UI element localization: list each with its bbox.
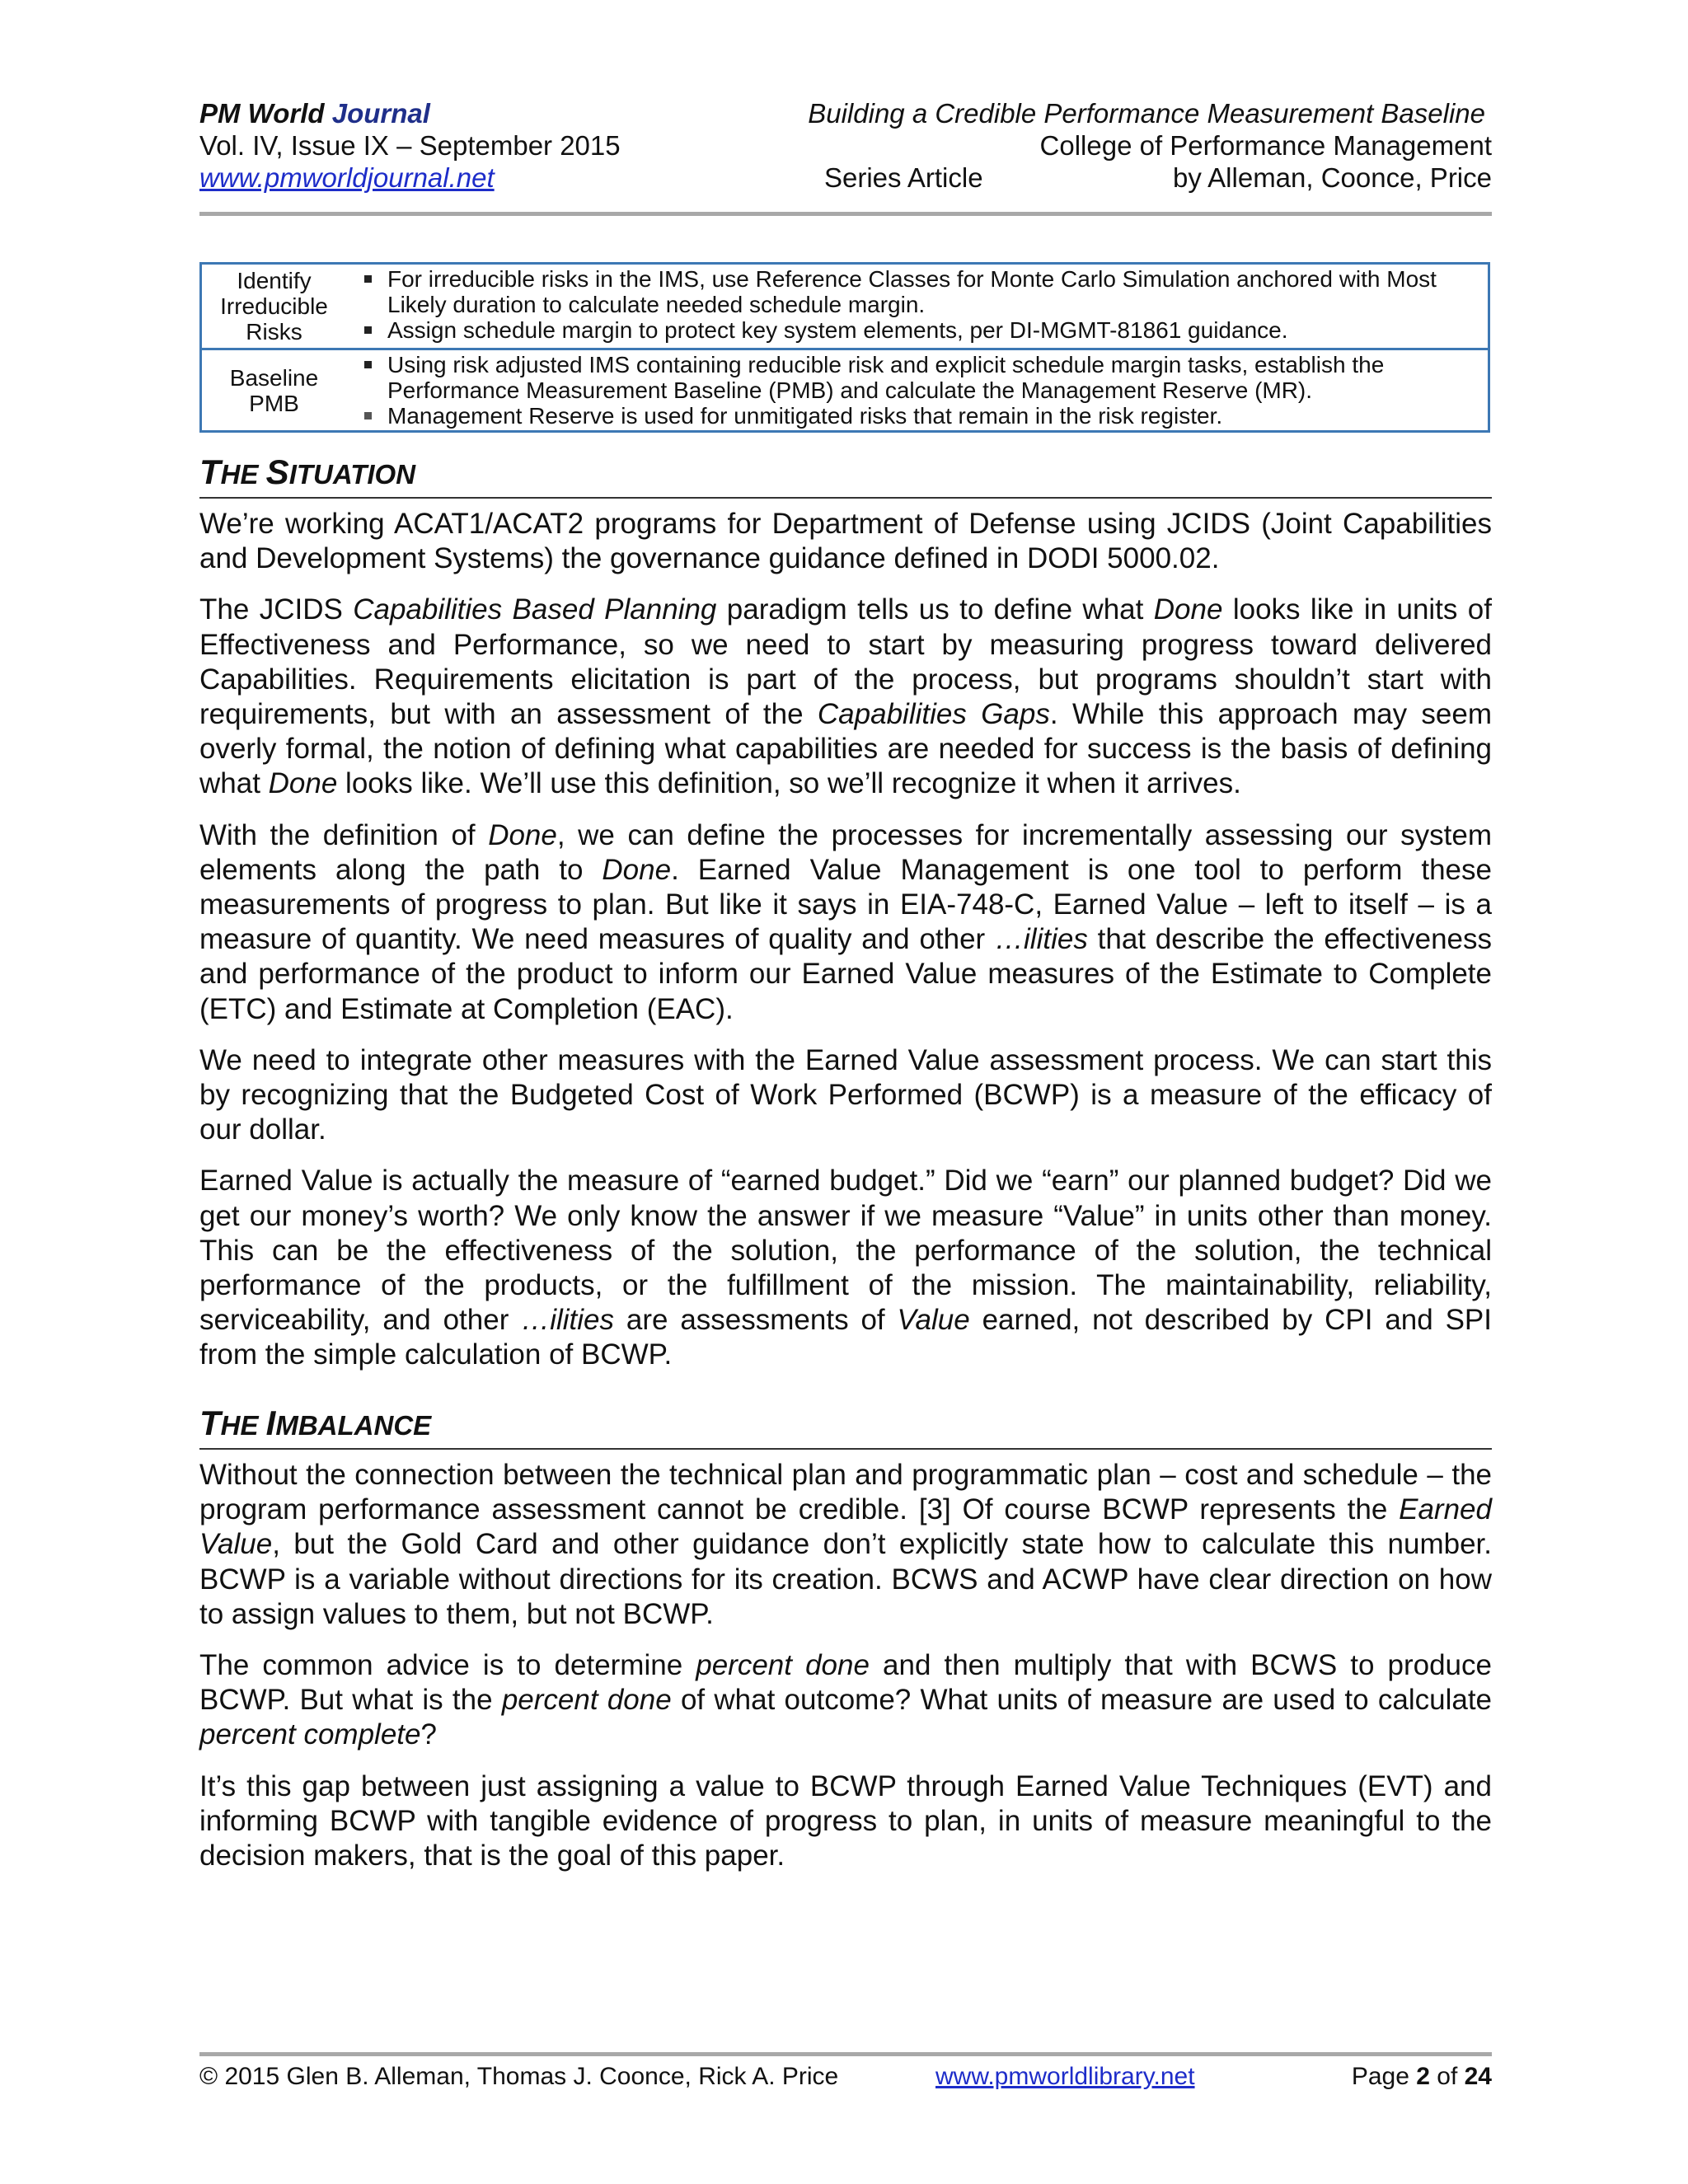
library-link[interactable]: www.pmworldlibrary.net bbox=[935, 2063, 1195, 2090]
series-label: Series Article bbox=[824, 162, 983, 193]
paragraph: The JCIDS Capabilities Based Planning paradigm tells us to define what Done looks like in units of Effectiveness and Performance, so we need to start by measuring progress toward delivered Capabilities. Requirements elicitation is part of the process, but programs shouldn’t start with requirements, but with an assessment of the Capabilities Gaps. While this approach may seem overly formal, the notion of defining what capabilities are needed for success is the basis of defining what Done looks like. We’ll use this definition, so we’ll recognize it when it arrives. bbox=[199, 593, 1493, 800]
process-table bbox=[199, 262, 1490, 433]
row-label: Baseline PMB bbox=[229, 364, 319, 416]
paragraph: Earned Value is actually the measure of “earned budget.” Did we “earn” our planned budget? Did we get our money’s worth? We only know the answer if we measure “Value” in units other than money. This can be the effectiveness of the solution, the performance of the solution, the technical performance of the products, or the fulfillment of the mission. The maintainability, reliability, serviceability, and other …ilities are assessments of Value earned, not described by CPI and SPI from the simple calculation of BCWP. bbox=[199, 1165, 1492, 1371]
row-label: Identify Irreducible Risks bbox=[220, 268, 328, 344]
list-item: Using risk adjusted IMS containing reducible risk and explicit schedule margin tasks, establish the Performance Measurement Baseline (PMB) and calculate the Management Reserve (MR). bbox=[363, 352, 1479, 403]
footer-divider bbox=[199, 2052, 1492, 2056]
row-content bbox=[346, 265, 1488, 348]
paragraph: Without the connection between the technical plan and programmatic plan – cost and schedule – the program performance assessment cannot be credible. [3] Of course BCWP represents the Earned Value, but the Gold Card and other guidance don’t explicitly state how to calculate this number. BCWP is a variable without directions for its creation. BCWS and ACWP have clear direction on how to assign values to them, but not BCWP. bbox=[199, 1459, 1492, 1630]
authors: by Alleman, Coonce, Price bbox=[1172, 162, 1492, 193]
article-title: Building a Credible Performance Measurement Baseline bbox=[808, 98, 1485, 129]
page-number: Page 2 of 24 bbox=[1351, 2063, 1492, 2090]
copyright: © 2015 Glen B. Alleman, Thomas J. Coonce, Rick A. Price bbox=[199, 2063, 839, 2090]
section-title: THE SITUATION bbox=[199, 452, 1492, 499]
paragraph: We need to integrate other measures with the Earned Value assessment process. We can start this by recognizing that the Budgeted Cost of Work Performed (BCWP) is a measure of the efficacy of our dollar. bbox=[199, 1043, 1492, 1146]
paragraph: With the definition of Done, we can define the processes for incrementally assessing our system elements along the path to Done. Earned Value Management is one tool to perform these measurements of progress to plan. But like it says in EIA-748-C, Earned Value – left to itself – is a measure of quantity. We need measures of quality and other …ilities that describe the effectiveness and performance of the product to inform our Earned Value measures of the Estimate to Complete (ETC) and Estimate at Completion (EAC). bbox=[199, 818, 1493, 1025]
table-row bbox=[202, 350, 1488, 430]
row-content bbox=[346, 350, 1488, 430]
paragraph: The common advice is to determine percent done and then multiply that with BCWS to produce BCWP. But what is the percent done of what outcome? What units of measure are used to calculate percent complete? bbox=[199, 1649, 1493, 1751]
section-imbalance bbox=[199, 1403, 1492, 1873]
section-situation bbox=[199, 452, 1492, 1373]
volume-issue: Vol. IV, Issue IX – September 2015 bbox=[199, 130, 621, 161]
journal-website-link[interactable]: www.pmworldjournal.net bbox=[199, 162, 495, 193]
paragraph: It’s this gap between just assigning a value to BCWP through Earned Value Techniques (EVT) and informing BCWP with tangible evidence of progress to plan, in units of measure meaningful to the decision makers, that is the goal of this paper. bbox=[199, 1769, 1492, 1872]
table-row bbox=[202, 265, 1488, 350]
section-title: THE IMBALANCE bbox=[199, 1403, 1492, 1450]
page-header bbox=[199, 97, 1492, 221]
paragraph: We’re working ACAT1/ACAT2 programs for Department of Defense using JCIDS (Joint Capabilities and Development Systems) the governance guidance defined in DODI 5000.02. bbox=[199, 508, 1492, 575]
journal-name: PM World Journal bbox=[199, 98, 430, 129]
organization: College of Performance Management bbox=[1039, 130, 1492, 161]
header-divider bbox=[199, 212, 1492, 216]
list-item: For irreducible risks in the IMS, use Reference Classes for Monte Carlo Simulation anchored with Most Likely duration to calculate needed schedule margin. bbox=[363, 266, 1479, 317]
list-item: Management Reserve is used for unmitigated risks that remain in the risk register. bbox=[363, 403, 1479, 429]
list-item: Assign schedule margin to protect key system elements, per DI-MGMT-81861 guidance. bbox=[363, 317, 1479, 343]
